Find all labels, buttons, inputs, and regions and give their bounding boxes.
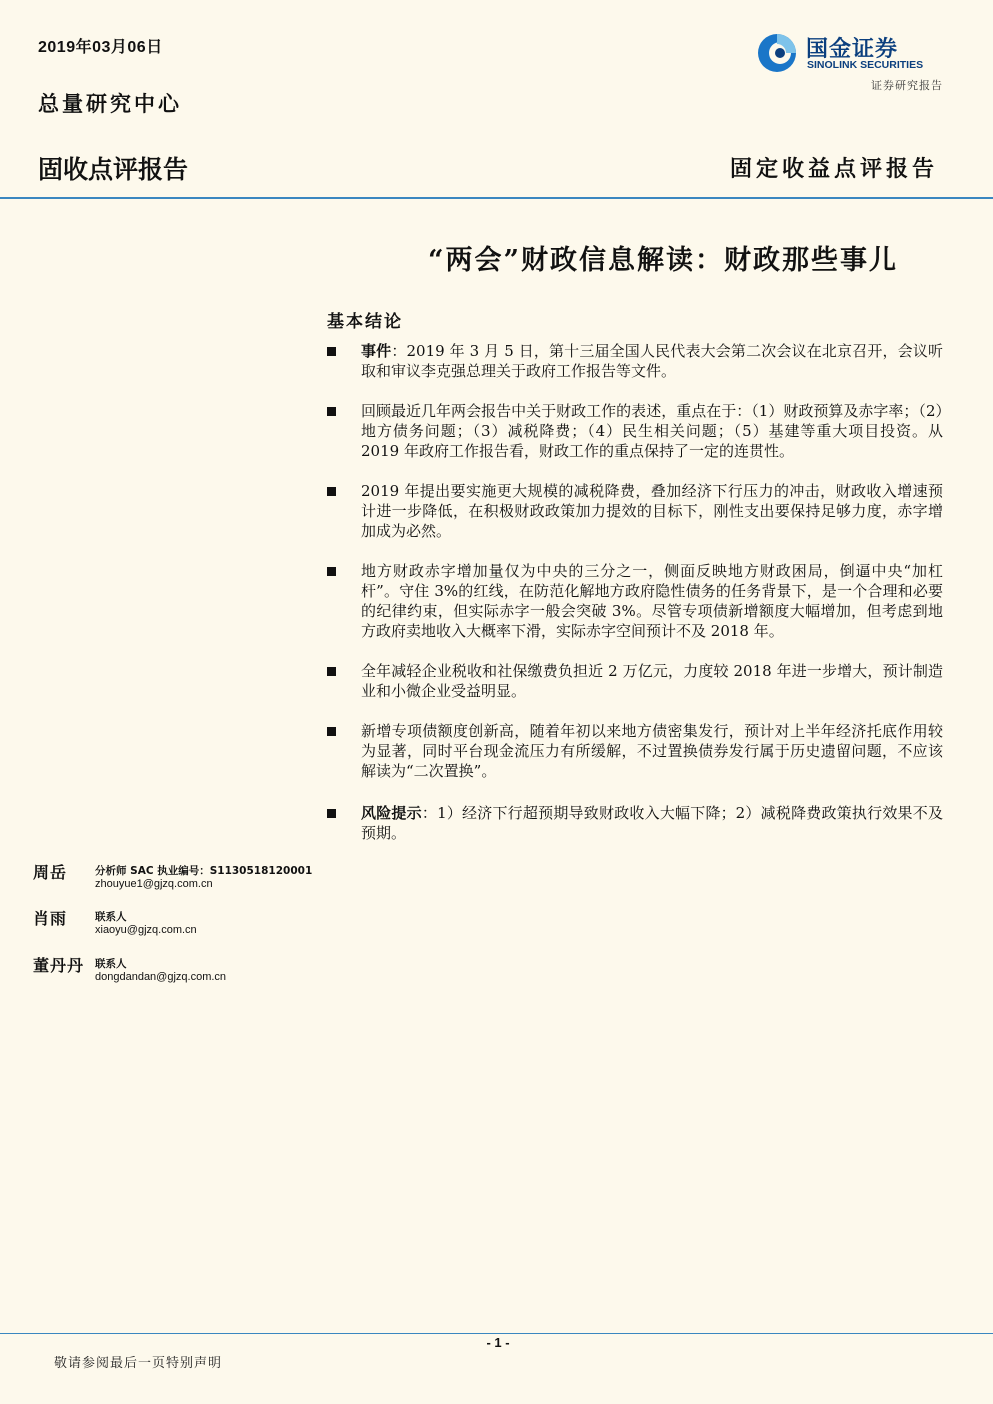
analyst-name: 周岳 xyxy=(33,863,68,882)
bullet-square-icon xyxy=(327,407,336,416)
bullet-text: ：1）经济下行超预期导致财政收入大幅下降；2）减税降费政策执行效果不及预期。 xyxy=(361,804,943,842)
report-type-full: 固定收益点评报告 xyxy=(729,156,938,182)
bullet-text: 全年减轻企业税收和社保缴费负担近 2 万亿元，力度较 2018 年进一步增大，预计制造业和小微企业受益明显。 xyxy=(361,662,943,700)
bullet-lead: 事件 xyxy=(361,342,392,360)
bullet-text: 2019 年提出要实施更大规模的减税降费，叠加经济下行压力的冲击，财政收入增速预计进一步降低，在积极财政政策加力提效的目标下，刚性支出要保持足够力度，赤字增加成为必然。 xyxy=(361,482,943,540)
analyst-role: 联系人 xyxy=(95,911,127,923)
logo-chinese-name: 国金证券 xyxy=(806,37,899,62)
bullet-square-icon xyxy=(327,567,336,576)
bullet-text: 回顾最近几年两会报告中关于财政工作的表述，重点在于：（1）财政预算及赤字率；（2）地方债务问题；（3）减税降费；（4）民生相关问题；（5）基建等重大项目投资。从 2019 年政府工作报告看，财政工作的重点保持了一定的连贯性。 xyxy=(361,402,943,460)
company-logo xyxy=(756,30,946,76)
analyst-name: 董丹丹 xyxy=(33,956,85,975)
header-divider xyxy=(0,197,993,199)
bullet-square-icon xyxy=(327,809,336,818)
list-item xyxy=(327,721,943,781)
logo-subtitle: 证券研究报告 xyxy=(871,79,943,92)
list-item xyxy=(327,481,943,541)
report-date: 2019年03月06日 xyxy=(38,39,163,56)
list-item xyxy=(327,561,943,641)
bullet-text: ：2019 年 3 月 5 日，第十三届全国人民代表大会第二次会议在北京召开，会议听取和审议李克强总理关于政府工作报告等文件。 xyxy=(361,342,943,380)
disclaimer-note: 敬请参阅最后一页特别声明 xyxy=(54,1356,223,1371)
bullet-square-icon xyxy=(327,487,336,496)
report-title: “两会”财政信息解读：财政那些事儿 xyxy=(427,245,898,276)
logo-english-name: SINOLINK SECURITIES xyxy=(807,59,924,71)
bullet-lead: 风险提示 xyxy=(361,804,422,822)
page-number: - 1 - xyxy=(486,1335,510,1350)
analyst-name: 肖雨 xyxy=(33,909,68,928)
bullet-square-icon xyxy=(327,347,336,356)
list-item xyxy=(327,661,943,701)
analyst-role: 分析师 SAC 执业编号：S1130518120001 xyxy=(95,865,313,877)
list-item xyxy=(327,803,943,843)
footer-divider xyxy=(0,1333,993,1334)
list-item xyxy=(327,341,943,381)
bullet-text: 地方财政赤字增加量仅为中央的三分之一，侧面反映地方财政困局，倒逼中央“加杠杆”。守住 3%的红线，在防范化解地方政府隐性债务的任务背景下，是一个合理和必要的纪律约束，但实际赤字一般会突破 3%。尽管专项债新增额度大幅增加，但考虑到地方政府卖地收入大概率下滑，实际赤字空间预计不及 2018 年。 xyxy=(361,562,943,640)
section-heading: 基本结论 xyxy=(327,312,403,332)
analyst-email[interactable]: xiaoyu@gjzq.com.cn xyxy=(95,924,197,936)
conclusion-list xyxy=(327,341,943,843)
research-center-name: 总量研究中心 xyxy=(38,91,182,116)
list-item xyxy=(327,401,943,461)
report-type: 固收点评报告 xyxy=(38,155,189,184)
sinolink-logo-icon xyxy=(756,32,798,74)
analyst-email[interactable]: dongdandan@gjzq.com.cn xyxy=(95,971,227,983)
analyst-email[interactable]: zhouyue1@gjzq.com.cn xyxy=(95,878,213,890)
bullet-text: 新增专项债额度创新高，随着年初以来地方债密集发行，预计对上半年经济托底作用较为显著，同时平台现金流压力有所缓解，不过置换债券发行属于历史遗留问题，不应该解读为“二次置换”。 xyxy=(361,722,943,780)
analyst-role: 联系人 xyxy=(95,958,127,970)
bullet-square-icon xyxy=(327,667,336,676)
bullet-square-icon xyxy=(327,727,336,736)
